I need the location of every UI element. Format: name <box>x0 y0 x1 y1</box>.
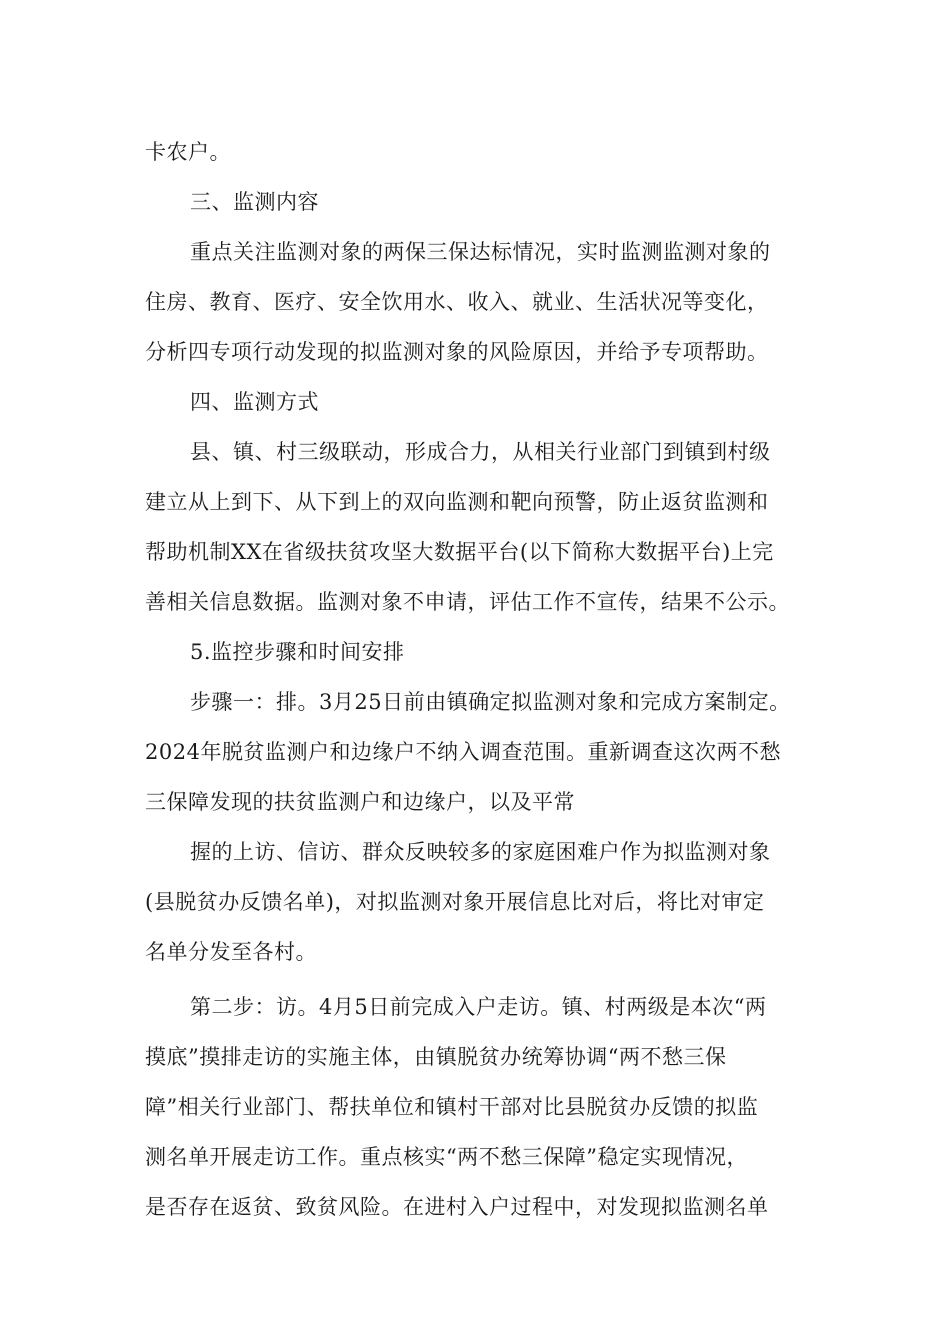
text-line: 善相关信息数据。监测对象不申请，评估工作不宣传，结果不公示。 <box>145 590 790 614</box>
text-line: (县脱贫办反馈名单)，对拟监测对象开展信息比对后，将比对审定 <box>145 890 765 914</box>
text-line: 帮助机制XX在省级扶贫攻坚大数据平台(以下简称大数据平台)上完 <box>145 540 774 564</box>
text-line: 分析四专项行动发现的拟监测对象的风险原因，并给予专项帮助。 <box>145 340 769 364</box>
section-heading: 三、监测内容 <box>190 190 319 214</box>
text-line: 障”相关行业部门、帮扶单位和镇村干部对比县脱贫办反馈的拟监 <box>145 1095 759 1119</box>
text-line: 三保障发现的扶贫监测户和边缘户，以及平常 <box>145 790 575 814</box>
text-line: 重点关注监测对象的两保三保达标情况，实时监测监测对象的 <box>190 240 771 264</box>
text-line: 建立从上到下、从下到上的双向监测和靶向预警，防止返贫监测和 <box>145 490 769 514</box>
text-line: 握的上访、信访、群众反映较多的家庭困难户作为拟监测对象 <box>190 840 771 864</box>
section-heading: 5.监控步骤和时间安排 <box>190 640 405 664</box>
text-line: 是否存在返贫、致贫风险。在进村入户过程中，对发现拟监测名单 <box>145 1195 769 1219</box>
text-line: 摸底”摸排走访的实施主体，由镇脱贫办统筹协调“两不愁三保 <box>145 1045 727 1069</box>
text-line: 2024年脱贫监测户和边缘户不纳入调查范围。重新调查这次两不愁 <box>145 740 781 764</box>
text-line: 测名单开展走访工作。重点核实“两不愁三保障”稳定实现情况， <box>145 1145 748 1169</box>
text-line: 卡农户。 <box>145 140 231 164</box>
text-line: 名单分发至各村。 <box>145 940 317 964</box>
text-line: 县、镇、村三级联动，形成合力，从相关行业部门到镇到村级 <box>190 440 771 464</box>
text-line: 住房、教育、医疗、安全饮用水、收入、就业、生活状况等变化， <box>145 290 769 314</box>
text-line: 步骤一：排。3月25日前由镇确定拟监测对象和完成方案制定。 <box>190 690 791 714</box>
text-line: 第二步：访。4月5日前完成入户走访。镇、村两级是本次“两 <box>190 995 767 1019</box>
section-heading: 四、监测方式 <box>190 390 319 414</box>
